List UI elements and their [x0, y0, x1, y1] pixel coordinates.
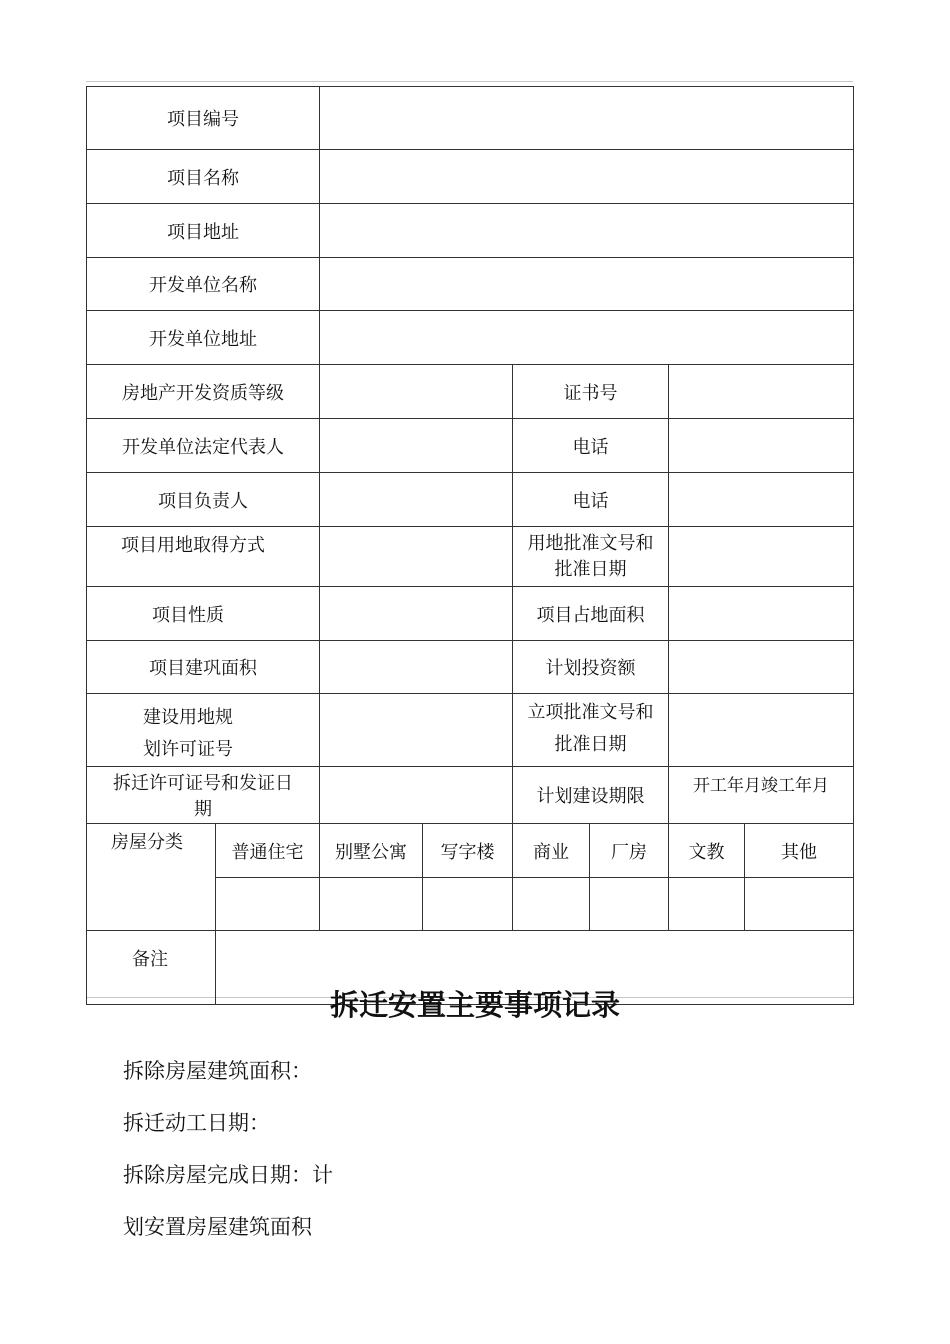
category-header: 厂房 — [590, 824, 669, 878]
label-demolition-permit — [87, 767, 320, 824]
field-land-acquisition[interactable] — [320, 527, 513, 587]
field-building-area[interactable] — [320, 641, 513, 694]
label-demolition-permit-line2: 期 — [194, 799, 212, 820]
category-header: 普通住宅 — [216, 824, 320, 878]
label-house-category: 房屋分类 — [87, 824, 216, 931]
label-building-area: 项目建巩面积 — [87, 641, 320, 694]
record-line-resettlement-area: 划安置房屋建筑面积 — [123, 1215, 312, 1239]
label-land-area: 项目占地面积 — [513, 587, 669, 641]
category-field[interactable] — [745, 878, 854, 931]
project-info-form — [86, 86, 854, 1005]
field-developer-name[interactable] — [320, 258, 854, 311]
field-demolition-permit[interactable] — [320, 767, 513, 824]
label-qualification-grade: 房地产开发资质等级 — [87, 365, 320, 419]
field-developer-address[interactable] — [320, 311, 854, 365]
label-developer-name: 开发单位名称 — [87, 258, 320, 311]
label-phone-2: 电话 — [513, 473, 669, 527]
label-construction-period: 计划建设期限 — [513, 767, 669, 824]
category-field[interactable] — [320, 878, 423, 931]
label-planning-permit-line2: 划许可证号 — [143, 739, 233, 760]
category-header: 商业 — [513, 824, 590, 878]
field-planned-investment[interactable] — [669, 641, 854, 694]
label-project-approval-line1: 立项批准文号和 — [527, 702, 654, 723]
category-field[interactable] — [423, 878, 513, 931]
field-legal-rep[interactable] — [320, 419, 513, 473]
category-header: 文教 — [669, 824, 745, 878]
field-project-leader[interactable] — [320, 473, 513, 527]
field-phone-2[interactable] — [669, 473, 854, 527]
label-land-acquisition: 项目用地取得方式 — [87, 527, 320, 587]
label-project-approval-line2: 批准日期 — [554, 734, 627, 755]
label-land-approval-line1: 用地批准文号和 — [527, 533, 654, 554]
section-title: 拆迁安置主要事项记录 — [329, 988, 620, 1022]
field-certificate-no[interactable] — [669, 365, 854, 419]
label-planned-investment: 计划投资额 — [513, 641, 669, 694]
label-planning-permit-line1: 建设用地规 — [143, 707, 233, 728]
field-project-nature[interactable] — [320, 587, 513, 641]
label-demolition-permit-line1: 拆迁许可证号和发证日 — [113, 773, 293, 794]
category-field[interactable] — [513, 878, 590, 931]
label-project-no: 项目编号 — [87, 87, 320, 150]
label-developer-address: 开发单位地址 — [87, 311, 320, 365]
label-planning-permit — [87, 694, 320, 767]
category-header: 写字楼 — [423, 824, 513, 878]
field-project-no[interactable] — [320, 87, 854, 150]
label-certificate-no: 证书号 — [513, 365, 669, 419]
label-phone-1: 电话 — [513, 419, 669, 473]
label-project-approval — [513, 694, 669, 767]
category-field[interactable] — [669, 878, 745, 931]
field-phone-1[interactable] — [669, 419, 854, 473]
label-project-name: 项目名称 — [87, 150, 320, 204]
label-legal-rep: 开发单位法定代表人 — [87, 419, 320, 473]
field-project-address[interactable] — [320, 204, 854, 258]
field-project-name[interactable] — [320, 150, 854, 204]
label-project-address: 项目地址 — [87, 204, 320, 258]
category-field[interactable] — [590, 878, 669, 931]
field-land-area[interactable] — [669, 587, 854, 641]
record-line-completion-date: 拆除房屋完成日期：计 — [123, 1163, 333, 1187]
label-project-leader: 项目负责人 — [87, 473, 320, 527]
category-header: 其他 — [745, 824, 854, 878]
top-rule — [86, 81, 853, 82]
field-qualification-grade[interactable] — [320, 365, 513, 419]
record-line-start-date: 拆迁动工日期： — [123, 1111, 270, 1135]
label-start-end: 开工年月竣工年月 — [669, 767, 854, 824]
field-land-approval[interactable] — [669, 527, 854, 587]
label-land-approval — [513, 527, 669, 587]
field-project-approval[interactable] — [669, 694, 854, 767]
label-remarks: 备注 — [87, 931, 216, 1005]
field-planning-permit[interactable] — [320, 694, 513, 767]
label-land-approval-line2: 批准日期 — [554, 559, 627, 580]
record-line-demolished-area: 拆除房屋建筑面积： — [123, 1059, 312, 1083]
category-field[interactable] — [216, 878, 320, 931]
category-header: 别墅公寓 — [320, 824, 423, 878]
label-project-nature: 项目性质 — [87, 587, 320, 641]
